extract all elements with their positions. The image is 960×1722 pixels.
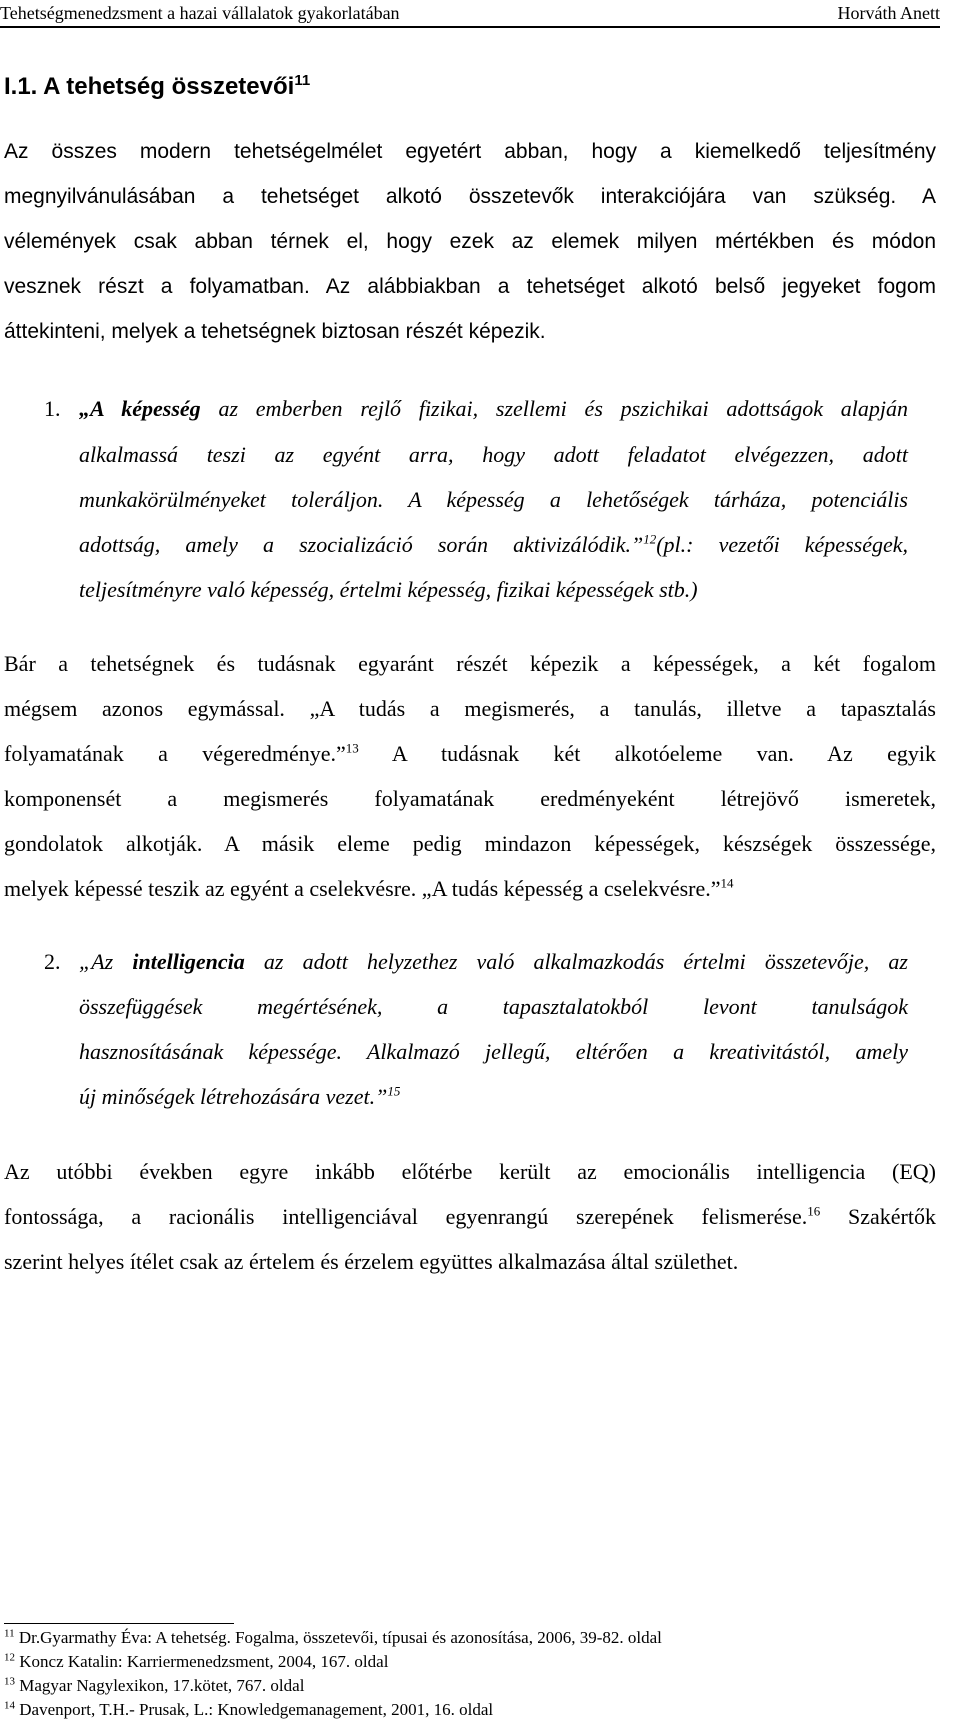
text-line	[79, 532, 908, 558]
text-line: megnyilvánulásában a tehetséget alkotó összetevők interakciójára van szükség. A	[4, 185, 936, 208]
text-line: Bár a tehetségnek és tudásnak egyaránt részét képezik a képességek, a két fogalom	[4, 651, 936, 676]
page-header	[0, 0, 940, 28]
text-line	[79, 949, 908, 975]
text-line: vélemények csak abban térnek el, hogy ezek az elemek milyen mértékben és módon	[4, 230, 936, 253]
footnote	[4, 1676, 936, 1696]
footnote-text: Koncz Katalin: Karriermenedzsment, 2004, 167. oldal	[19, 1652, 389, 1671]
footnote-number: 13	[4, 1675, 15, 1688]
footnote-ref-15: 15	[387, 1083, 401, 1099]
text-span: (pl.: vezetői képességek,	[656, 532, 908, 557]
text-span: melyek képessé teszik az egyént a cselekvésre. „A tudás képesség a cselekvésre.”	[4, 876, 721, 901]
text-line: hasznosításának képessége. Alkalmazó jellegű, eltérően a kreativitástól, amely	[79, 1039, 908, 1064]
text-line	[4, 741, 936, 767]
text-line	[4, 1204, 936, 1230]
text-line: gondolatok alkotják. A másik eleme pedig mindazon képességek, készségek összessége,	[4, 831, 936, 856]
text-line: munkakörülményeket toleráljon. A képesség a lehetőségek tárháza, potenciális	[79, 487, 908, 512]
footnote-ref-12: 12	[643, 531, 657, 547]
footnote-number: 12	[4, 1651, 15, 1664]
footnote	[4, 1700, 936, 1720]
text-line: Az utóbbi években egyre inkább előtérbe került az emocionális intelligencia (EQ)	[4, 1159, 936, 1184]
text-span: az adott helyzethez való alkalmazkodás értelmi összetevője, az	[244, 949, 908, 974]
text-line	[4, 876, 936, 902]
term-intelligence: intelligencia	[132, 949, 245, 974]
quote-mark: „	[79, 396, 90, 421]
footnote-separator	[4, 1623, 234, 1624]
text-line: teljesítményre való képesség, értelmi képesség, fizikai képességek stb.)	[79, 577, 698, 602]
text-line: Az összes modern tehetségelmélet egyetért abban, hogy a kiemelkedő teljesítmény	[4, 140, 936, 163]
header-author: Horváth Anett	[837, 3, 940, 23]
text-span: az emberben rejlő fizikai, szellemi és pszichikai adottságok alapján	[200, 396, 908, 421]
footnote-number: 11	[4, 1627, 15, 1640]
term-capability: A képesség	[90, 396, 201, 421]
text-span: fontossága, a racionális intelligenciával egyenrangú szerepének felismerése.	[4, 1204, 808, 1229]
text-span: adottság, amely a szocializáció során aktivizálódik.”	[79, 532, 644, 557]
footnote-ref-16: 16	[807, 1203, 821, 1219]
footnote-text: Dr.Gyarmathy Éva: A tehetség. Fogalma, összetevői, típusai és azonosítása, 2006, 39-82. oldal	[18, 1628, 662, 1647]
text-line	[79, 1084, 908, 1110]
footnote-ref-11: 11	[294, 72, 311, 89]
list-number: 2.	[44, 949, 61, 974]
footnote	[4, 1628, 936, 1648]
header-title: Tehetségmenedzsment a hazai vállalatok gyakorlatában	[0, 3, 400, 23]
text-line: komponensét a megismerés folyamatának eredményeként létrejövő ismeretek,	[4, 786, 936, 811]
section-title-text: I.1. A tehetség összetevői	[4, 73, 295, 100]
text-span: A tudásnak két alkotóeleme van. Az egyik	[358, 741, 936, 766]
footnote-ref-13: 13	[345, 740, 359, 756]
footnote	[4, 1652, 936, 1672]
text-line: mégsem azonos egymással. „A tudás a megismerés, a tanulás, illetve a tapasztalás	[4, 696, 936, 721]
text-span: Szakértők	[820, 1204, 936, 1229]
text-span: új minőségek létrehozására vezet.”	[79, 1084, 388, 1109]
footnote-ref-14: 14	[720, 875, 734, 891]
text-line	[79, 396, 908, 422]
footnote-number: 14	[4, 1699, 15, 1712]
text-line: összefüggések megértésének, a tapasztalatokból levont tanulságok	[79, 994, 908, 1019]
text-line: szerint helyes ítélet csak az értelem és érzelem együttes alkalmazása által születhet.	[4, 1249, 739, 1274]
text-line: alkalmassá teszi az egyént arra, hogy adott feladatot elvégezzen, adott	[79, 442, 908, 467]
text-span: „Az	[79, 949, 133, 974]
text-line: vesznek részt a folyamatban. Az alábbiakban a tehetséget alkotó belső jegyeket fogom	[4, 275, 936, 298]
text-line: áttekinteni, melyek a tehetségnek biztosan részét képezik.	[4, 320, 546, 343]
footnote-text: Davenport, T.H.- Prusak, L.: Knowledgemanagement, 2001, 16. oldal	[19, 1700, 494, 1719]
text-span: folyamatának a végeredménye.”	[4, 741, 346, 766]
list-number: 1.	[44, 396, 61, 421]
footnote-text: Magyar Nagylexikon, 17.kötet, 767. oldal	[19, 1676, 305, 1695]
section-title	[4, 73, 310, 101]
